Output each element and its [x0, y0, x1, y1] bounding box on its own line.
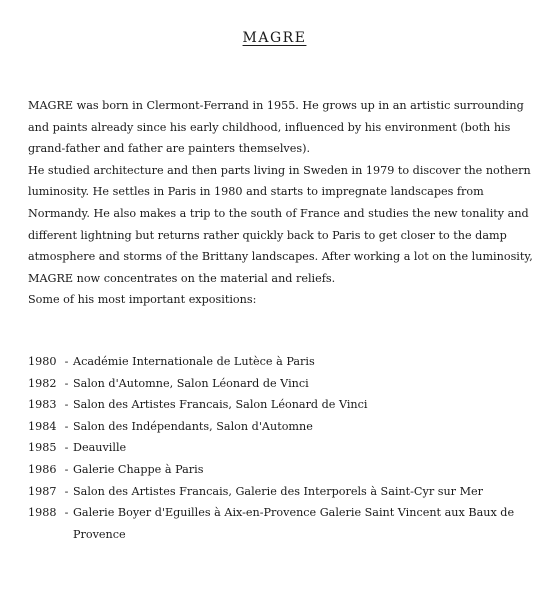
list-item [28, 459, 533, 481]
exposition-year: 1986 [28, 462, 57, 476]
exposition-separator: - [64, 398, 69, 412]
list-item [28, 351, 533, 373]
biography-paragraph-1: MAGRE was born in Clermont-Ferrand in 1955. He grows up in an artistic surrounding and paints already since his early childhood, influenced by his environment (both his grand-father and father are painters themselves). [28, 99, 524, 156]
exposition-description: Galerie Chappe à Paris [73, 462, 204, 476]
exposition-year: 1987 [28, 484, 57, 498]
exposition-description: Salon des Artistes Francais, Galerie des Interporels à Saint-Cyr sur Mer [73, 484, 483, 498]
exposition-separator: - [64, 376, 69, 390]
exposition-year: 1985 [28, 441, 57, 455]
exposition-description: Salon des Indépendants, Salon d'Automne [73, 419, 313, 433]
exposition-separator: - [64, 419, 69, 433]
list-item [28, 416, 533, 438]
list-item [28, 373, 533, 395]
expositions-list [28, 351, 533, 545]
exposition-separator: - [64, 355, 69, 368]
exposition-description: Salon des Artistes Francais, Salon Léonard de Vinci [73, 398, 368, 412]
exposition-year: 1982 [28, 376, 57, 390]
exposition-year: 1984 [28, 419, 57, 433]
expositions-heading: Some of his most important expositions: [28, 293, 257, 307]
list-item [28, 394, 533, 416]
exposition-separator: - [64, 484, 69, 498]
biography-section [28, 95, 533, 311]
list-item [28, 437, 533, 459]
list-item [28, 502, 533, 545]
exposition-description: Salon d'Automne, Salon Léonard de Vinci [73, 376, 309, 390]
exposition-description: Académie Internationale de Lutèce à Paris [73, 355, 315, 368]
exposition-description: Deauville [73, 441, 127, 455]
exposition-separator: - [64, 441, 69, 455]
exposition-year: 1980 [28, 355, 57, 368]
page-title: MAGRE [242, 30, 307, 46]
exposition-separator: - [64, 506, 69, 520]
list-item [28, 481, 533, 503]
biography-paragraph-2: He studied architecture and then parts living in Sweden in 1979 to discover the nothern luminosity. He settles in Paris in 1980 and starts to impregnate landscapes from Normandy. He also makes a trip to the south of France and studies the new tonality and different lightning but returns rather quickly back to Paris to get closer to the damp atmosphere and storms of the Brittany landscapes. After working a lot on the luminosity, MAGRE now concentrates on the material and reliefs. [28, 163, 533, 285]
exposition-year: 1988 [28, 506, 57, 520]
exposition-description: Galerie Boyer d'Eguilles à Aix-en-Provence Galerie Saint Vincent aux Baux de Provence [73, 506, 515, 541]
exposition-separator: - [64, 462, 69, 476]
exposition-year: 1983 [28, 398, 57, 412]
